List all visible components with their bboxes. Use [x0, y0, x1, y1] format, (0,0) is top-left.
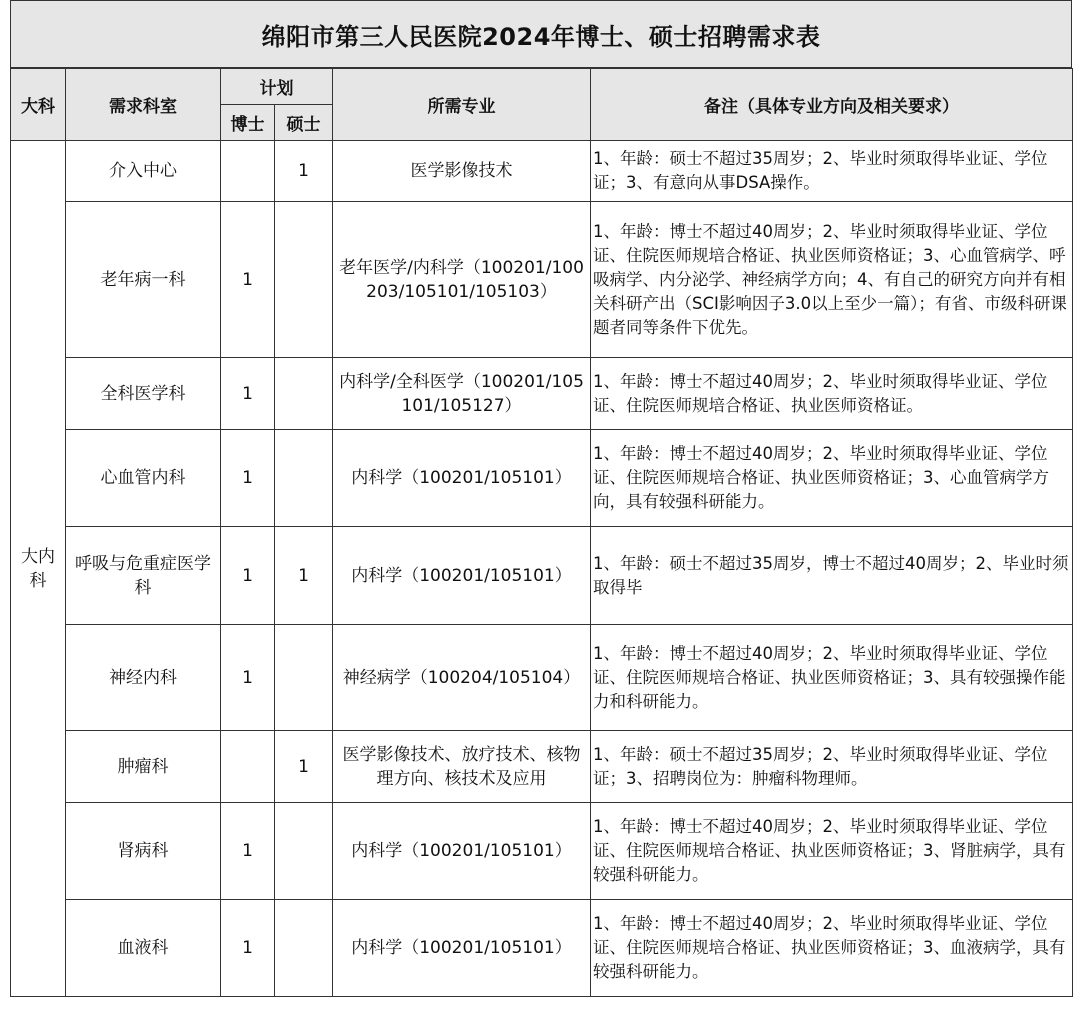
major-cell: 医学影像技术: [333, 141, 591, 202]
header-plan: 计划: [221, 69, 333, 105]
category-cell: 大内科: [11, 141, 66, 997]
major-cell: 内科学（100201/105101）: [333, 803, 591, 900]
header-master: 硕士: [275, 105, 333, 141]
table-row: [11, 625, 1073, 731]
phd-count-cell: 1: [221, 900, 275, 997]
header-department: 需求科室: [66, 69, 221, 141]
department-cell: 肾病科: [66, 803, 221, 900]
master-count-cell: 1: [275, 731, 333, 803]
notes-cell: 1、年龄：硕士不超过35周岁；2、毕业时须取得毕业证、学位证；3、招聘岗位为：肿瘤科物理师。: [591, 731, 1073, 803]
department-cell: 心血管内科: [66, 430, 221, 527]
major-cell: 内科学（100201/105101）: [333, 527, 591, 625]
notes-cell: 1、年龄：硕士不超过35周岁；2、毕业时须取得毕业证、学位证；3、有意向从事DSA操作。: [591, 141, 1073, 202]
header-major: 所需专业: [333, 69, 591, 141]
department-cell: 血液科: [66, 900, 221, 997]
department-cell: 神经内科: [66, 625, 221, 731]
table-row: [11, 202, 1073, 358]
table-row: [11, 731, 1073, 803]
phd-count-cell: [221, 141, 275, 202]
table-row: [11, 900, 1073, 997]
notes-cell: 1、年龄：博士不超过40周岁；2、毕业时须取得毕业证、学位证、住院医师规培合格证、执业医师资格证；3、肾脏病学，具有较强科研能力。: [591, 803, 1073, 900]
notes-cell: 1、年龄：博士不超过40周岁；2、毕业时须取得毕业证、学位证、住院医师规培合格证、执业医师资格证；3、心血管病学、呼吸病学、内分泌学、神经病学方向；4、有自己的研究方向并有相关科研产出（SCI影响因子3.0以上至少一篇）；有省、市级科研课题者同等条件下优先。: [591, 202, 1073, 358]
department-cell: 肿瘤科: [66, 731, 221, 803]
major-cell: 内科学/全科医学（100201/105101/105127）: [333, 358, 591, 430]
table-row: [11, 358, 1073, 430]
notes-cell: 1、年龄：博士不超过40周岁；2、毕业时须取得毕业证、学位证、住院医师规培合格证、执业医师资格证；3、心血管病学方向，具有较强科研能力。: [591, 430, 1073, 527]
master-count-cell: [275, 803, 333, 900]
header-notes: 备注（具体专业方向及相关要求）: [591, 69, 1073, 141]
master-count-cell: 1: [275, 527, 333, 625]
department-cell: 呼吸与危重症医学科: [66, 527, 221, 625]
master-count-cell: [275, 202, 333, 358]
header-row: [11, 69, 1073, 105]
major-cell: 内科学（100201/105101）: [333, 430, 591, 527]
master-count-cell: [275, 430, 333, 527]
master-count-cell: [275, 358, 333, 430]
table-row: [11, 527, 1073, 625]
table-row: [11, 430, 1073, 527]
phd-count-cell: 1: [221, 430, 275, 527]
major-cell: 老年医学/内科学（100201/100203/105101/105103）: [333, 202, 591, 358]
table-row: [11, 803, 1073, 900]
recruitment-table: [10, 68, 1073, 997]
major-cell: 医学影像技术、放疗技术、核物理方向、核技术及应用: [333, 731, 591, 803]
phd-count-cell: 1: [221, 358, 275, 430]
phd-count-cell: 1: [221, 625, 275, 731]
phd-count-cell: 1: [221, 527, 275, 625]
phd-count-cell: 1: [221, 202, 275, 358]
sheet-title: 绵阳市第三人民医院2024年博士、硕士招聘需求表: [10, 0, 1072, 68]
notes-cell: 1、年龄：博士不超过40周岁；2、毕业时须取得毕业证、学位证、住院医师规培合格证、执业医师资格证；3、血液病学，具有较强科研能力。: [591, 900, 1073, 997]
master-count-cell: [275, 900, 333, 997]
department-cell: 老年病一科: [66, 202, 221, 358]
master-count-cell: 1: [275, 141, 333, 202]
notes-cell: 1、年龄：硕士不超过35周岁，博士不超过40周岁；2、毕业时须取得毕: [591, 527, 1073, 625]
notes-cell: 1、年龄：博士不超过40周岁；2、毕业时须取得毕业证、学位证、住院医师规培合格证、执业医师资格证；3、具有较强操作能力和科研能力。: [591, 625, 1073, 731]
header-phd: 博士: [221, 105, 275, 141]
department-cell: 全科医学科: [66, 358, 221, 430]
phd-count-cell: [221, 731, 275, 803]
major-cell: 内科学（100201/105101）: [333, 900, 591, 997]
department-cell: 介入中心: [66, 141, 221, 202]
phd-count-cell: 1: [221, 803, 275, 900]
header-category: 大科: [11, 69, 66, 141]
major-cell: 神经病学（100204/105104）: [333, 625, 591, 731]
master-count-cell: [275, 625, 333, 731]
table-row: [11, 141, 1073, 202]
notes-cell: 1、年龄：博士不超过40周岁；2、毕业时须取得毕业证、学位证、住院医师规培合格证、执业医师资格证。: [591, 358, 1073, 430]
